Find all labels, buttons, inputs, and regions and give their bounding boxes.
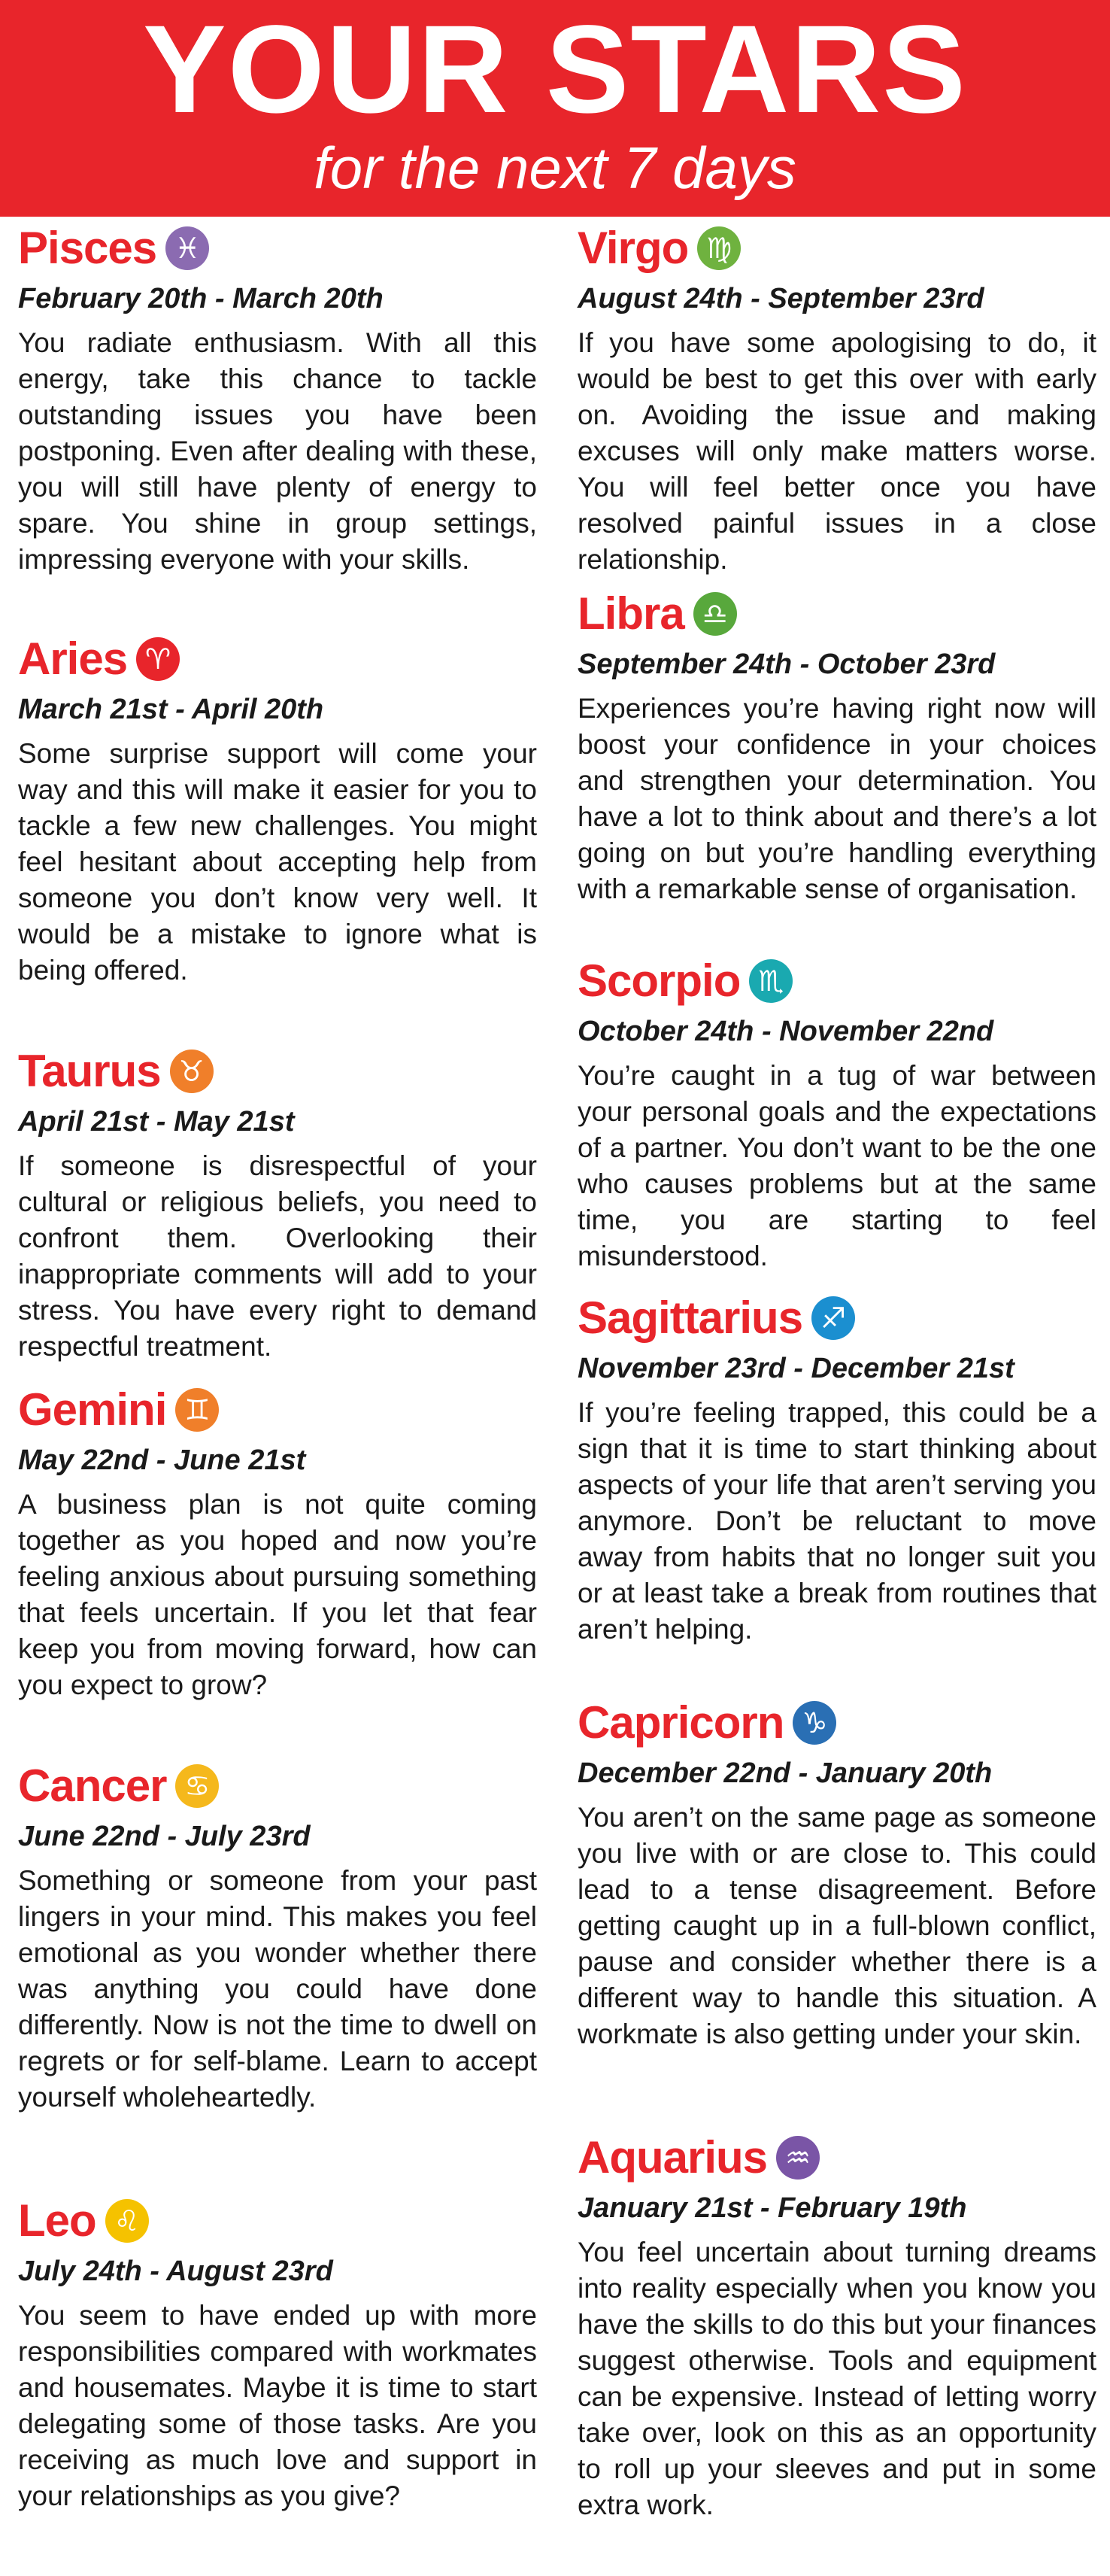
sign-forecast: You feel uncertain about turning dreams into reality especially when you know you have the skills to do this but your finances suggest otherwise. Tools and equipment can be expensive. Instead of letting worry take over, look on this as an opportunity to roll up your sleeves and put in some extra work. <box>578 2237 1096 2520</box>
sign-aries <box>18 629 537 989</box>
sagittarius-symbol-icon: ♐ <box>811 1296 855 1340</box>
sign-forecast: Some surprise support will come your way and this will make it easier for you to tackle a few new challenges. You might feel hesitant about accepting help from someone you don’t know very well. It would be a mistake to ignore what is being offered. <box>18 738 537 986</box>
pisces-symbol-icon: ♓ <box>165 226 209 270</box>
sign-forecast: You aren’t on the same page as someone you live with or are close to. This could lead to a tense disagreement. Before getting caught up in a full-blown conflict, pause and consider whether there is a different way to handle this situation. A workmate is also getting under your skin. <box>578 1802 1096 2049</box>
sign-name: Cancer <box>18 1760 167 1811</box>
aquarius-symbol-icon: ♒ <box>776 2136 820 2180</box>
scorpio-symbol-icon: ♏ <box>749 959 793 1003</box>
sign-forecast: A business plan is not quite coming together as you hoped and now you’re feeling anxious about pursuing something that feels uncertain. If you let that fear keep you from moving forward, how can you expect to grow? <box>18 1489 537 1700</box>
sign-name: Capricorn <box>578 1697 784 1748</box>
sign-dates: September 24th - October 23rd <box>578 649 996 680</box>
sign-dates: June 22nd - July 23rd <box>18 1821 311 1852</box>
sign-taurus <box>18 1041 537 1365</box>
leo-symbol-icon: ♌ <box>105 2199 149 2243</box>
sign-dates: August 24th - September 23rd <box>578 283 984 314</box>
sign-sagittarius <box>578 1288 1096 1648</box>
sign-gemini <box>18 1380 537 1703</box>
sign-dates: April 21st - May 21st <box>18 1106 295 1138</box>
taurus-symbol-icon: ♉ <box>170 1050 214 1093</box>
page-header <box>0 0 1110 217</box>
sign-name: Aries <box>18 633 128 684</box>
sign-name: Sagittarius <box>578 1293 803 1343</box>
sign-dates: October 24th - November 22nd <box>578 1016 994 1047</box>
sign-forecast: If you have some apologising to do, it would be best to get this over with early on. Avoiding the issue and making excuses will only make matters worse. You will feel better once you have resolved painful issues in a close relationship. <box>578 327 1096 575</box>
sign-forecast: If someone is disrespectful of your cultural or religious beliefs, you need to confront them. Overlooking their inappropriate comments will add to your stress. You have every right to demand respectful treatment. <box>18 1150 537 1362</box>
sign-name: Pisces <box>18 223 157 273</box>
sign-dates: December 22nd - January 20th <box>578 1757 993 1789</box>
sign-dates: January 21st - February 19th <box>578 2192 967 2224</box>
horoscope-columns <box>0 217 1110 2576</box>
page-title: YOUR STARS <box>142 0 967 139</box>
capricorn-symbol-icon: ♑ <box>793 1701 836 1745</box>
sign-dates: November 23rd - December 21st <box>578 1353 1014 1384</box>
sign-name: Taurus <box>18 1046 161 1096</box>
sign-forecast: Something or someone from your past lingers in your mind. This makes you feel emotional as you wonder whether there was anything you could have done differently. Now is not the time to dwell on regrets or for self-blame. Learn to accept yourself wholeheartedly. <box>18 1865 537 2113</box>
sign-dates: July 24th - August 23rd <box>18 2256 333 2287</box>
sign-name: Scorpio <box>578 955 741 1006</box>
sign-forecast: You’re caught in a tug of war between your personal goals and the expectations of a partner. You don’t want to be the one who causes problems but at the same time, you are starting to feel misunderstood. <box>578 1060 1096 1271</box>
cancer-symbol-icon: ♋ <box>175 1764 219 1808</box>
gemini-symbol-icon: ♊ <box>175 1388 219 1432</box>
sign-name: Gemini <box>18 1384 167 1435</box>
page-subtitle: for the next 7 days <box>314 135 796 201</box>
sign-forecast: You radiate enthusiasm. With all this energy, take this chance to tackle outstanding issues you have been postponing. Even after dealing with these, you will still have plenty of energy to spare. You shine in group settings, impressing everyone with your skills. <box>18 327 537 575</box>
sign-scorpio <box>578 951 1096 1274</box>
sign-pisces <box>18 218 537 578</box>
virgo-symbol-icon: ♍ <box>697 226 741 270</box>
sign-cancer <box>18 1756 537 2116</box>
sign-virgo <box>578 218 1096 578</box>
sign-dates: February 20th - March 20th <box>18 283 384 314</box>
sign-name: Libra <box>578 588 684 639</box>
sign-dates: May 22nd - June 21st <box>18 1444 306 1476</box>
aries-symbol-icon: ♈ <box>136 637 180 681</box>
sign-forecast: You seem to have ended up with more responsibilities compared with workmates and housemates. Maybe it is time to start delegating some of those tasks. Are you receiving as much love and support in your relationships as you give? <box>18 2300 537 2511</box>
sign-libra <box>578 584 1096 907</box>
libra-symbol-icon: ♎ <box>693 592 737 636</box>
sign-name: Aquarius <box>578 2132 768 2183</box>
sign-capricorn <box>578 1693 1096 2052</box>
sign-name: Virgo <box>578 223 689 273</box>
sign-dates: March 21st - April 20th <box>18 694 324 725</box>
sign-forecast: If you’re feeling trapped, this could be a sign that it is time to start thinking about aspects of your life that aren’t serving you anymore. Don’t be reluctant to move away from habits that no longer suit you or at least take a break from routines that aren’t helping. <box>578 1397 1096 1645</box>
sign-leo <box>18 2191 537 2514</box>
sign-forecast: Experiences you’re having right now will boost your confidence in your choices and strengthen your determination. You have a lot to think about and there’s a lot going on but you’re handling everything with a remarkable sense of organisation. <box>578 693 1096 904</box>
sign-name: Leo <box>18 2195 96 2246</box>
sign-aquarius <box>578 2128 1096 2523</box>
